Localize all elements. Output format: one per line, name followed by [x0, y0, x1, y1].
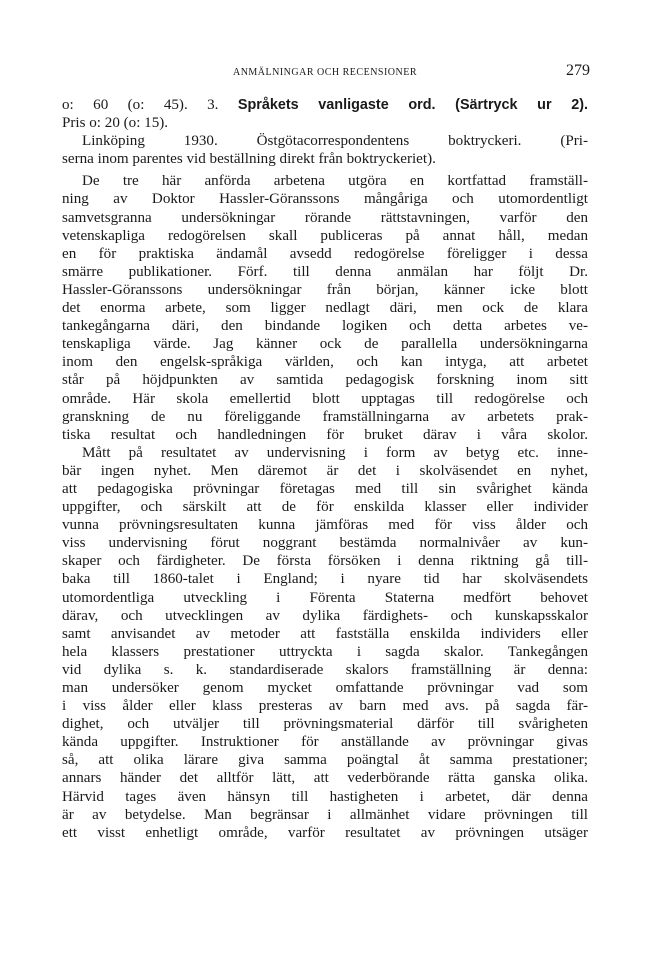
text-line: tenskapliga värde. Jag känner ock de parallella undersökningarna	[62, 336, 588, 353]
text-line: bär ingen nyhet. Men däremot är det i skolväsendet en nyhet,	[62, 462, 588, 479]
text-line: i viss ålder eller klass presteras av barn med avs. på sagda fär-	[62, 698, 588, 715]
text-line: att pedagogiska prövningar företagas med till sin svårighet kända	[62, 480, 588, 497]
text-line: vid dylika s. k. standardiserade skalors framställning är denna:	[62, 661, 588, 678]
text-line: smärre publikationer. Förf. till denna anmälan har följt Dr.	[62, 263, 588, 280]
publication-note: (Särtryck ur 2).	[435, 97, 589, 113]
page-number: 279	[566, 62, 590, 79]
text-line: hela klassers prestationer uttryckta i sagda skalor. Tankegången	[62, 643, 588, 660]
text-line: ett visst enhetligt område, varför resultatet av prövningen utsäger	[62, 824, 588, 841]
text-line: område. Här skola emellertid blott upptagas till redogörelse och	[62, 390, 588, 407]
text-line: samt anvisandet av metoder att fastställa enskilda individers eller	[62, 625, 588, 642]
publication-line	[62, 96, 588, 114]
text-line: viss undervisning förut noggrant bestämda normalnivåer av kun-	[62, 535, 588, 552]
text-line: dighet, och utväljer till prövningsmaterial därför till svårigheten	[62, 716, 588, 733]
text-line: granskning de nu föreliggande framställningarna av arbetets prak-	[62, 408, 588, 425]
text-line: samvetsgranna undersökningar rörande rättstavningen, varför den	[62, 209, 588, 226]
text-line: därav, och utvecklingen av dylika färdighets- och kunskapsskalor	[62, 607, 588, 624]
publication-title: Språkets vanligaste ord.	[237, 97, 436, 113]
paragraph-1	[62, 172, 588, 443]
imprint-line: Linköping 1930. Östgötacorrespondentens boktryckeri. (Pri-	[82, 133, 588, 150]
text-line: tiska resultat och handledningen för bruket därav i våra skolor.	[62, 426, 588, 443]
text-line: skaper och färdigheter. De första försöken i denna riktning gå till-	[62, 553, 588, 570]
text-line: utomordentliga utveckling i Förenta Staterna medfört behovet	[62, 589, 588, 606]
text-line: ning av Doktor Hassler-Göranssons mångåriga och utomordentligt	[62, 191, 588, 208]
text-line: man undersöker genom mycket omfattande prövningar vad som	[62, 680, 588, 696]
text-line: Mått på resultatet av undervisning i form av betyg etc. inne-	[82, 444, 588, 461]
text-line: annars händer det alltför lätt, att vederbörande rätta ganska olika.	[62, 770, 588, 787]
body-text	[62, 96, 588, 842]
text-line: står på höjdpunkten av samtida pedagogisk forskning inom sitt	[62, 372, 588, 389]
text-line: inom den engelsk-språkiga världen, och kan intyga, att arbetet	[62, 354, 588, 371]
paragraph-2	[62, 444, 588, 842]
price-text: o: 60 (o: 45). 3.	[62, 97, 238, 113]
price-line: Pris o: 20 (o: 15).	[62, 115, 169, 132]
text-line: Härvid tages även hänsyn till hastigheten i arbetet, där denna	[62, 788, 588, 805]
page-header	[60, 62, 590, 84]
text-line: De tre här anförda arbetena utgöra en kortfattad framställ-	[82, 173, 588, 190]
text-line: det enorma arbete, som ligger nedlagt däri, men ock de klara	[62, 300, 588, 317]
text-line: vetenskapliga redogörelsen skall publiceras på annat håll, medan	[62, 227, 588, 244]
text-line: vunna prövningsresultaten kunna jämföras med för viss ålder och	[62, 517, 588, 534]
text-line: en för praktiska ändamål avsedd redogörelse föreligger i dessa	[62, 245, 588, 262]
imprint-line: serna inom parentes vid beställning direkt från boktryckeriet).	[62, 151, 436, 168]
text-line: baka till 1860-talet i England; i nyare tid har skolväsendets	[62, 571, 588, 588]
text-line: uppgifter, och särskilt att de för enskilda klasser eller individer	[62, 499, 588, 516]
text-line: är av betydelse. Man begränsar i allmänhet vidare prövningen till	[62, 806, 588, 823]
text-line: tankegångarna däri, den bindande logiken och detta arbetes ve-	[62, 318, 588, 335]
text-line: kända uppgifter. Instruktioner för anställande av prövningar givas	[62, 734, 588, 751]
running-title: ANMÄLNINGAR OCH RECENSIONER	[232, 67, 418, 78]
text-line: Hassler-Göranssons undersökningar från början, känner icke blott	[62, 281, 588, 298]
text-line: så, att olika lärare giva samma poängtal åt samma prestationer;	[62, 752, 588, 769]
